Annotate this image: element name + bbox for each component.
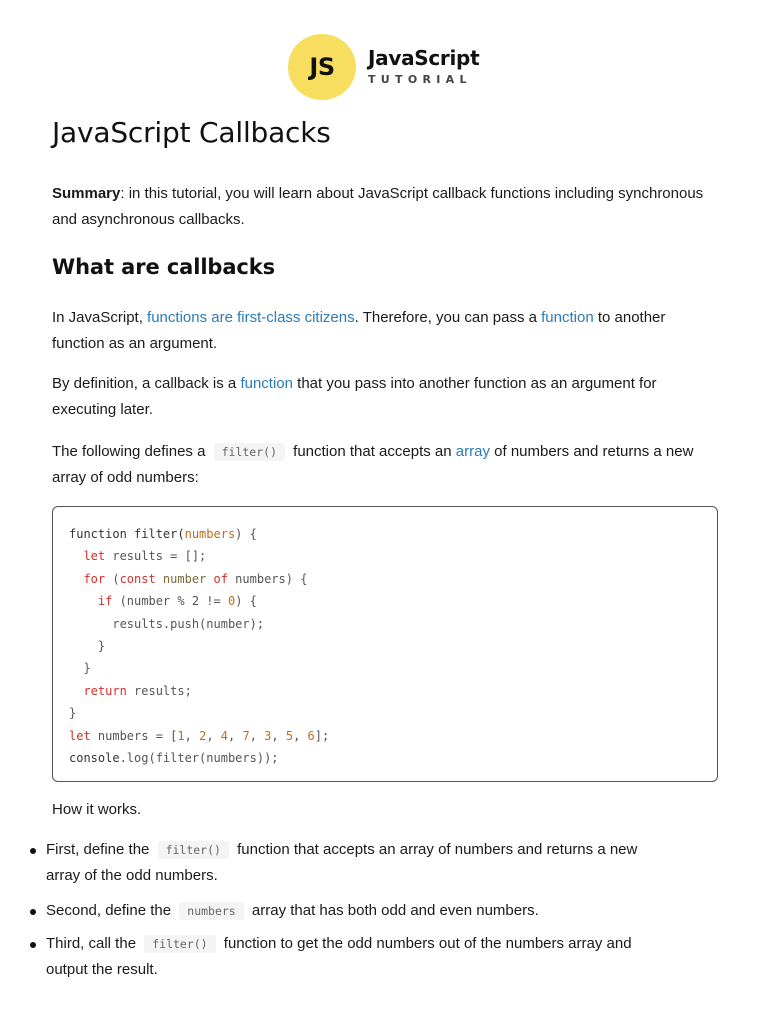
token: ,	[249, 728, 265, 743]
text: array that has both odd and even numbers.	[247, 902, 539, 919]
logo-text	[368, 46, 479, 88]
summary-text: : in this tutorial, you will learn about JavaScript callback functions including synchronous and asynchronous callbacks.	[52, 185, 704, 228]
token: ,	[271, 728, 286, 743]
text: to another function as an argument.	[52, 309, 666, 352]
token: (number % 2 !=	[112, 594, 228, 609]
token: function	[69, 527, 127, 541]
code-line	[69, 545, 701, 567]
link-function[interactable]: function	[541, 309, 594, 326]
list-item	[46, 931, 666, 983]
bullet-icon	[30, 942, 36, 948]
code-line	[69, 725, 701, 747]
code-line: results.push(number);	[69, 616, 265, 631]
how-it-works-text: How it works.	[52, 801, 142, 818]
inline-code: filter()	[158, 841, 229, 859]
code-line	[69, 680, 701, 702]
logo-title: JavaScript	[368, 46, 480, 70]
text: Third, call the	[46, 935, 141, 952]
token: 6	[307, 728, 315, 743]
inline-code: numbers	[179, 902, 243, 920]
token: let	[69, 549, 106, 564]
logo-subtitle: TUTORIAL	[368, 73, 472, 86]
code-line	[69, 568, 701, 590]
token: ) {	[235, 527, 257, 541]
list-item	[46, 898, 666, 924]
code-block[interactable]	[52, 506, 718, 782]
token: const	[119, 571, 156, 586]
link-array[interactable]: array	[455, 443, 490, 460]
code-line: }	[69, 639, 106, 654]
token: .log(filter(numbers));	[119, 751, 279, 766]
token: 5	[285, 728, 294, 743]
token: if	[69, 594, 113, 609]
token: ) {	[235, 594, 257, 609]
link-first-class-citizens[interactable]: functions are first-class citizens	[147, 309, 355, 326]
code-line: }	[69, 661, 91, 676]
token: filter(	[126, 527, 185, 541]
summary-paragraph	[52, 181, 722, 233]
section-heading: What are callbacks	[52, 255, 276, 279]
paragraph-definition	[52, 371, 722, 423]
bullet-icon	[30, 848, 36, 854]
bullet-icon	[30, 909, 36, 915]
token: (	[105, 571, 120, 586]
token: ,	[184, 728, 200, 743]
inline-code: filter()	[214, 443, 285, 461]
text: of numbers and returns a new array of odd numbers:	[52, 443, 694, 486]
summary-label: Summary	[52, 185, 121, 202]
token: ];	[314, 728, 330, 743]
site-logo[interactable]	[288, 34, 479, 100]
token: results;	[126, 683, 192, 698]
text: First, define the	[46, 841, 154, 858]
token: 3	[264, 728, 272, 743]
token: return	[69, 683, 127, 698]
token: 7	[242, 728, 250, 743]
token: 2	[199, 728, 207, 743]
page-title: JavaScript Callbacks	[52, 116, 331, 149]
paragraph-first-class	[52, 305, 722, 357]
code-line: }	[69, 706, 77, 721]
token: 4	[220, 728, 228, 743]
token: 0	[227, 594, 236, 609]
text: The following defines a	[52, 443, 210, 460]
code-line	[69, 523, 701, 545]
token: numbers) {	[227, 571, 308, 586]
token: ,	[206, 728, 221, 743]
text: function that accepts an array of numbers and returns a new array of the odd numbers.	[46, 841, 638, 884]
token: let	[69, 728, 91, 743]
list-item	[46, 837, 666, 889]
token: ,	[293, 728, 308, 743]
token: for	[69, 571, 106, 586]
token: ,	[228, 728, 243, 743]
token: numbers = [	[90, 728, 178, 743]
text: By definition, a callback is a	[52, 375, 241, 392]
paragraph-filter-intro	[52, 439, 722, 491]
text: that you pass into another function as an argument for executing later.	[52, 375, 657, 418]
token: of	[213, 571, 228, 586]
token: console	[69, 751, 120, 766]
token: number	[155, 571, 214, 586]
token: results = [];	[105, 549, 207, 564]
code-line	[69, 590, 701, 612]
token: 1	[177, 728, 185, 743]
text: function that accepts an	[289, 443, 456, 460]
token: numbers	[184, 527, 236, 541]
code-line	[69, 747, 701, 769]
text: Second, define the	[46, 902, 176, 919]
text: In JavaScript,	[52, 309, 148, 326]
text: . Therefore, you can pass a	[354, 309, 542, 326]
js-badge-icon: JS	[288, 34, 356, 100]
inline-code: filter()	[144, 935, 215, 953]
link-function[interactable]: function	[240, 375, 293, 392]
text: function to get the odd numbers out of the numbers array and output the result.	[46, 935, 632, 978]
